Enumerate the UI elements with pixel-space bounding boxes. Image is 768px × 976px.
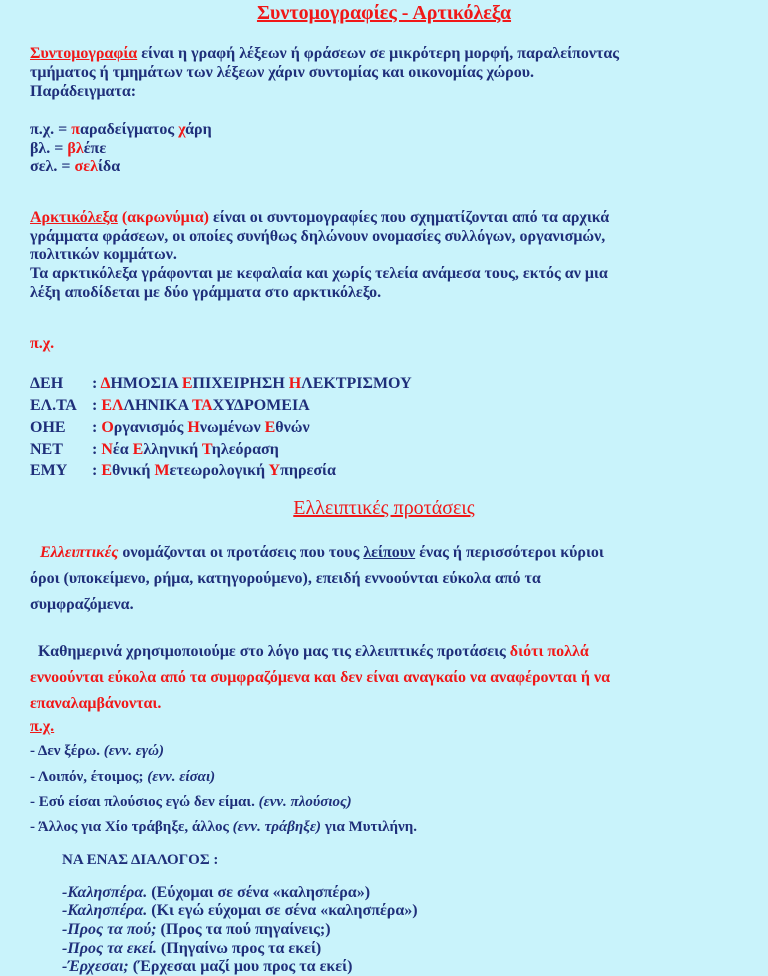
- acronym-expansion-part: ΤΑ: [192, 397, 213, 414]
- dialog-utterance: -Προς τα εκεί.: [62, 940, 157, 957]
- section-subtitle: Ελλειπτικές προτάσεις: [293, 497, 475, 519]
- acronym-row: [30, 418, 310, 437]
- abbreviation: π.χ.: [30, 121, 55, 138]
- dialog-line: [62, 921, 331, 939]
- acronym-code: ΕΜΥ: [30, 462, 68, 479]
- abbreviation-example-row: [30, 120, 212, 139]
- equals-sign: =: [54, 121, 72, 138]
- expansion-part: έπε: [83, 140, 107, 157]
- acronym-separator: :: [92, 419, 102, 436]
- elliptic-p2-line-3: επαναλαμβάνονται.: [30, 695, 162, 712]
- acronym-expansion-part: Τ: [201, 441, 212, 458]
- acronym-expansion-part: Ο: [101, 419, 114, 436]
- acronym-separator: :: [92, 441, 102, 458]
- elliptic-p2-b: διότι πολλά: [509, 643, 589, 660]
- example-sentence-end: για Μυτιλήνη.: [321, 819, 417, 835]
- elliptic-line-1-a: ονομάζονται οι προτάσεις που τους: [118, 544, 364, 561]
- example-note: (ενν. εγώ): [103, 743, 164, 759]
- elliptic-example-row: [30, 768, 215, 787]
- elliptic-line-1-underlined: λείπουν: [363, 544, 416, 561]
- example-note: (ενν. είσαι): [147, 769, 216, 785]
- acronym-expansion-part: λληνική: [143, 441, 202, 458]
- example-note: (ενν. πλούσιος): [258, 794, 352, 810]
- expansion-part: σελ: [74, 158, 98, 175]
- acronym-row: [30, 396, 310, 415]
- elliptic-line-3: συμφραζόμενα.: [30, 596, 134, 613]
- elliptic-eg-label: π.χ.: [30, 718, 55, 735]
- acronym-expansion-part: ΕΛ: [101, 397, 124, 414]
- example-sentence: - Δεν ξέρω.: [30, 743, 104, 759]
- acronym-code: ΕΛ.ΤΑ: [30, 397, 77, 414]
- elliptic-p2-a: Καθημερινά χρησιμοποιούμε στο λόγο μας τις ελλειπτικές προτάσεις: [38, 643, 510, 660]
- acronym-expansion-part: Ε: [264, 419, 276, 436]
- expansion-part: π: [71, 121, 81, 138]
- dialog-explanation: (Πηγαίνω προς τα εκεί): [156, 940, 322, 957]
- page-title: Συντομογραφίες - Αρτικόλεξα: [256, 2, 512, 24]
- elliptic-line-1: [40, 543, 604, 562]
- acronym-separator: :: [92, 375, 101, 392]
- dialog-utterance: -Προς τα πού;: [62, 921, 157, 938]
- acronyms-term-2: (ακρωνύμια): [117, 209, 209, 226]
- dialog-utterance: -Καλησπέρα.: [62, 884, 148, 901]
- example-note: (ενν. τράβηξε): [232, 819, 322, 835]
- dialog-line: [62, 902, 418, 920]
- acronym-expansion-part: Η: [187, 419, 200, 436]
- dialog-line: [62, 940, 321, 958]
- acronyms-line-1-text: είναι οι συντομογραφίες που σχηματίζονται από τα αρχικά: [208, 209, 610, 226]
- dialog-explanation: (Εύχομαι σε σένα «καλησπέρα»): [147, 884, 371, 901]
- acronym-expansion-part: ΠΙΧΕΙΡΗΣΗ: [192, 375, 289, 392]
- abbreviation: σελ.: [30, 158, 58, 175]
- dialog-title: ΝΑ ΕΝΑΣ ΔΙΑΛΟΓΟΣ :: [62, 852, 219, 868]
- acronym-expansion-part: ΛΕΚΤΡΙΣΜΟΥ: [301, 375, 412, 392]
- expansion-part: αραδείγματος: [80, 121, 179, 138]
- acronym-expansion-part: ΛΗΝΙΚΑ: [123, 397, 192, 414]
- abbreviation-example-row: [30, 157, 120, 176]
- acronym-separator: :: [92, 397, 102, 414]
- acronym-expansion-part: Η: [288, 375, 302, 392]
- intro-line-1-text: είναι η γραφή λέξεων ή φράσεων σε μικρότερη μορφή, παραλείποντας: [137, 45, 620, 62]
- acronym-expansion-part: νωμένων: [199, 419, 265, 436]
- acronym-expansion-part: πηρεσία: [280, 462, 336, 479]
- equals-sign: =: [57, 158, 75, 175]
- acronym-expansion-part: θνική: [112, 462, 155, 479]
- example-sentence: - Άλλος για Χίο τράβηξε, άλλος: [30, 819, 233, 835]
- acronyms-line-2: γράμματα φράσεων, οι οποίες συνήθως δηλώνουν ονομασίες συλλόγων, οργανισμών,: [30, 228, 606, 245]
- expansion-part: βλ: [67, 140, 84, 157]
- dialog-explanation: (Κι εγώ εύχομαι σε σένα «καλησπέρα»): [147, 902, 418, 919]
- acronym-row: [30, 440, 279, 459]
- acronym-expansion-part: ΧΥΔΡΟΜΕΙΑ: [212, 397, 310, 414]
- acronyms-line-5: λέξη αποδίδεται με δύο γράμματα στο αρκτικόλεξο.: [30, 284, 382, 301]
- acronym-expansion-part: Ε: [101, 462, 112, 479]
- acronym-separator: :: [92, 462, 102, 479]
- dialog-utterance: -Έρχεσαι;: [62, 958, 129, 975]
- expansion-part: ίδα: [97, 158, 121, 175]
- acronym-expansion-part: Μ: [154, 462, 170, 479]
- equals-sign: =: [50, 140, 68, 157]
- elliptic-term: Ελλειπτικές: [40, 544, 119, 561]
- acronym-expansion-part: Δ: [100, 375, 111, 392]
- acronym-expansion-part: Ε: [181, 375, 193, 392]
- elliptic-p2-line-2: εννοούνται εύκολα από τα συμφραζόμενα και δεν είναι αναγκαίο να αναφέρονται ή να: [30, 669, 611, 686]
- dialog-explanation: (Προς τα πού πηγαίνεις;): [156, 921, 331, 938]
- dialog-line: [62, 958, 352, 976]
- dialog-utterance: -Καλησπέρα.: [62, 902, 148, 919]
- example-sentence: - Εσύ είσαι πλούσιος εγώ δεν είμαι.: [30, 794, 259, 810]
- elliptic-line-1-b: ένας ή περισσότεροι κύριοι: [415, 544, 604, 561]
- elliptic-example-row: [30, 742, 164, 761]
- acronym-expansion-part: Υ: [268, 462, 281, 479]
- example-sentence: - Λοιπόν, έτοιμος;: [30, 769, 148, 785]
- elliptic-p2-line-1: [38, 642, 589, 661]
- acronym-expansion-part: ετεωρολογική: [169, 462, 269, 479]
- acronym-expansion-part: Ν: [101, 441, 113, 458]
- acronym-expansion-part: θνών: [275, 419, 310, 436]
- acronyms-line-1: [30, 208, 609, 227]
- elliptic-example-row: [30, 793, 352, 812]
- acronyms-eg-label: π.χ.: [30, 335, 55, 352]
- acronym-expansion-part: Ε: [132, 441, 144, 458]
- intro-line-1: [30, 44, 619, 63]
- acronym-row: [30, 374, 412, 393]
- intro-line-3: Παράδειγματα:: [30, 83, 137, 100]
- abbreviation-example-row: [30, 139, 106, 158]
- intro-line-2: τμήματος ή τμημάτων των λέξεων χάριν συντομίας και οικονομίας χώρου.: [30, 64, 535, 81]
- elliptic-line-2: όροι (υποκείμενο, ρήμα, κατηγορούμενο), επειδή εννοούνται εύκολα από τα: [30, 570, 541, 587]
- dialog-explanation: (Έρχεσαι μαζί μου προς τα εκεί): [128, 958, 353, 975]
- acronyms-line-3: πολιτικών κομμάτων.: [30, 246, 177, 263]
- dialog-line: [62, 884, 370, 902]
- expansion-part: άρη: [185, 121, 212, 138]
- elliptic-example-row: [30, 818, 417, 837]
- acronym-code: ΝΕΤ: [30, 441, 63, 458]
- acronyms-line-4: Τα αρκτικόλεξα γράφονται με κεφαλαία και χωρίς τελεία ανάμεσα τους, εκτός αν μια: [30, 265, 608, 282]
- acronym-expansion-part: ΗΜΟΣΙΑ: [110, 375, 182, 392]
- acronym-expansion-part: ργανισμός: [113, 419, 188, 436]
- acronym-expansion-part: ηλεόραση: [211, 441, 279, 458]
- acronym-expansion-part: έα: [112, 441, 133, 458]
- acronym-row: [30, 461, 336, 480]
- expansion-part: χ: [178, 121, 186, 138]
- acronym-code: ΔΕΗ: [30, 375, 64, 392]
- acronym-code: ΟΗΕ: [30, 419, 66, 436]
- intro-term: Συντομογραφία: [30, 45, 138, 62]
- acronyms-term: Αρκτικόλεξα: [30, 209, 118, 226]
- abbreviation: βλ.: [30, 140, 51, 157]
